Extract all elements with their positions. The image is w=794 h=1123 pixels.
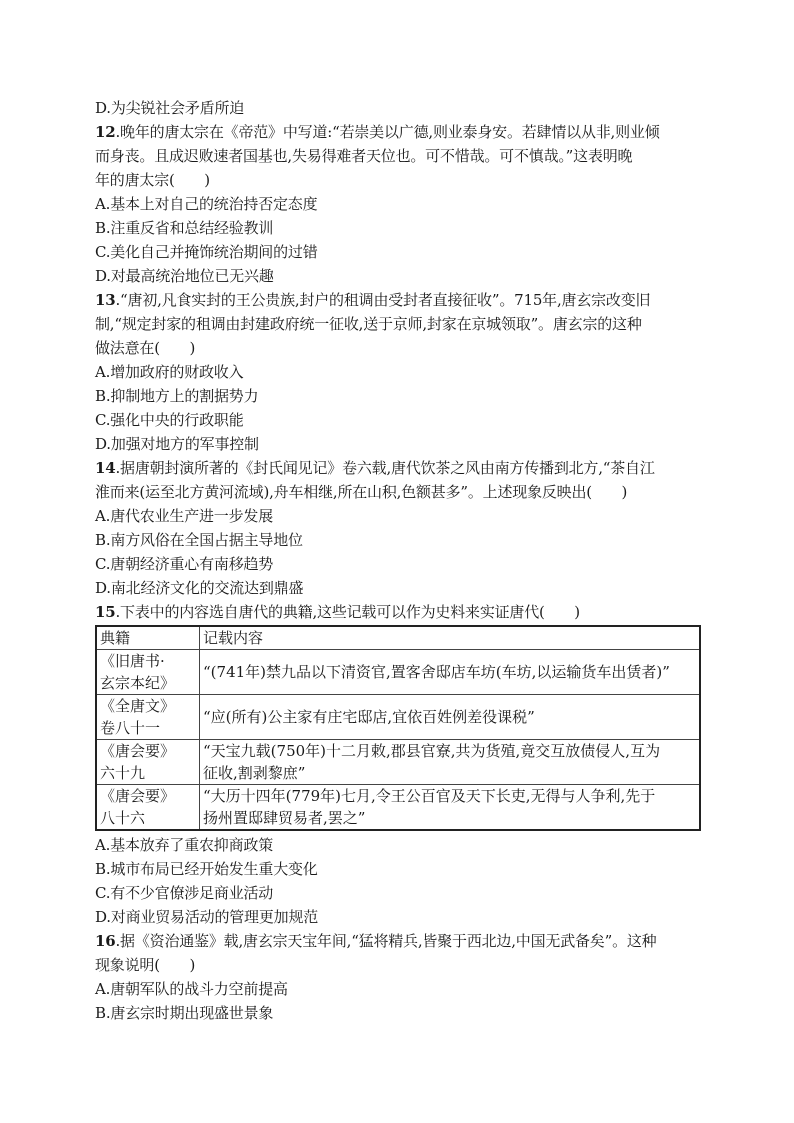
option-a: A.增加政府的财政收入 [95, 363, 244, 381]
option-b: B.唐玄宗时期出现盛世景象 [95, 1004, 274, 1022]
table-header-cell: 记载内容 [200, 626, 701, 650]
table-header-cell: 典籍 [96, 626, 200, 650]
table-row [96, 785, 700, 831]
option-b: B.注重反省和总结经验教训 [95, 219, 274, 237]
question-14 [95, 456, 705, 600]
option-a: A.基本放弃了重农抑商政策 [95, 836, 274, 854]
table-row [96, 740, 700, 785]
question-stem-line: 年的唐太宗( ) [95, 171, 210, 189]
table-row [96, 650, 700, 695]
option-c: C.唐朝经济重心有南移趋势 [95, 555, 274, 573]
question-stem-line: 而身丧。且成迟败速者国基也,失易得难者天位也。可不惜哉。可不慎哉。”这表明晚 [95, 147, 633, 165]
exam-page [95, 96, 705, 1025]
question-number: 15 [95, 603, 116, 621]
table-cell-source: 《全唐文》 卷八十一 [96, 695, 200, 740]
question-stem-line: 现象说明( ) [95, 956, 196, 974]
question-16 [95, 929, 705, 1025]
table-cell-source: 《唐会要》 八十六 [96, 785, 200, 831]
q11-option-d: D.为尖锐社会矛盾所迫 [95, 99, 245, 117]
question-15 [95, 600, 705, 929]
option-b: B.南方风俗在全国占据主导地位 [95, 531, 303, 549]
option-b: B.抑制地方上的割据势力 [95, 387, 259, 405]
option-c: C.有不少官僚涉足商业活动 [95, 884, 274, 902]
table-cell-content: “大历十四年(779年)七月,令王公百官及天下长吏,无得与人争利,先于 扬州置邸肆贸易者,罢之” [200, 785, 701, 831]
table-cell-source: 《旧唐书· 玄宗本纪》 [96, 650, 200, 695]
option-d: D.南北经济文化的交流达到鼎盛 [95, 579, 304, 597]
option-a: A.唐代农业生产进一步发展 [95, 507, 274, 525]
question-13 [95, 288, 705, 456]
option-d: D.对商业贸易活动的管理更加规范 [95, 908, 319, 926]
source-table [95, 625, 701, 831]
option-a: A.唐朝军队的战斗力空前提高 [95, 980, 288, 998]
question-stem-line: 做法意在( ) [95, 339, 196, 357]
option-c: C.强化中央的行政职能 [95, 411, 244, 429]
table-cell-source: 《唐会要》 六十九 [96, 740, 200, 785]
option-c: C.美化自己并掩饰统治期间的过错 [95, 243, 318, 261]
question-stem-line: 16.据《资治通鉴》载,唐玄宗天宝年间,“猛将精兵,皆聚于西北边,中国无武备矣”。这种 [95, 932, 657, 950]
question-stem-line: 14.据唐朝封演所著的《封氏闻见记》卷六载,唐代饮茶之风由南方传播到北方,“茶自江 [95, 459, 655, 477]
option-d: D.加强对地方的军事控制 [95, 435, 259, 453]
question-number: 13 [95, 291, 116, 309]
question-12 [95, 120, 705, 288]
question-number: 12 [95, 123, 116, 141]
table-header-row [96, 626, 700, 650]
question-number: 14 [95, 459, 116, 477]
question-stem-line: 淮而来(运至北方黄河流域),舟车相继,所在山积,色额甚多”。上述现象反映出( ) [95, 483, 628, 501]
table-cell-content: “应(所有)公主家有庄宅邸店,宜依百姓例差役课税” [200, 695, 701, 740]
question-stem-line: 制,“规定封家的租调由封建政府统一征收,送于京师,封家在京城领取”。唐玄宗的这种 [95, 315, 642, 333]
table-cell-content: “天宝九载(750年)十二月敕,郡县官寮,共为货殖,竟交互放债侵人,互为 征收,割剥黎庶” [200, 740, 701, 785]
table-row [96, 695, 700, 740]
question-number: 16 [95, 932, 116, 950]
question-stem-line: 12.晚年的唐太宗在《帝范》中写道:“若崇美以广德,则业泰身安。若肆情以从非,则业倾 [95, 123, 660, 141]
option-b: B.城市布局已经开始发生重大变化 [95, 860, 318, 878]
table-cell-content: “(741年)禁九品以下清资官,置客舍邸店车坊(车坊,以运输货车出赁者)” [200, 650, 701, 695]
option-a: A.基本上对自己的统治持否定态度 [95, 195, 318, 213]
question-stem-line: 15.下表中的内容选自唐代的典籍,这些记载可以作为史料来实证唐代( ) [95, 603, 580, 621]
question-stem-line: 13.“唐初,凡食实封的王公贵族,封户的租调由受封者直接征收”。715年,唐玄宗改变旧 [95, 291, 651, 309]
option-d: D.对最高统治地位已无兴趣 [95, 267, 274, 285]
